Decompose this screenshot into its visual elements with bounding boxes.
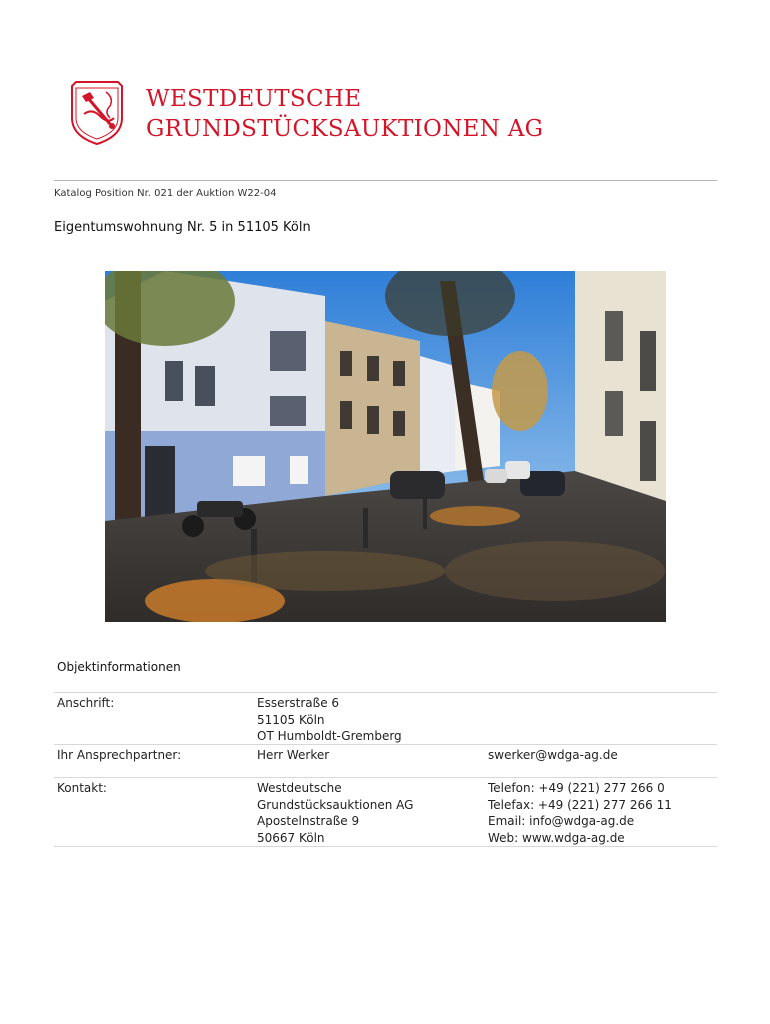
- company-line: 50667 Köln: [257, 830, 325, 845]
- contact-details: [488, 780, 672, 846]
- company-header: [66, 78, 706, 150]
- company-address: [257, 780, 413, 846]
- address-district: OT Humboldt-Gremberg: [257, 729, 402, 743]
- contact-person-label: Ihr Ansprechpartner:: [57, 748, 182, 762]
- contact-person-name: Herr Werker: [257, 748, 330, 762]
- property-photo: [105, 271, 666, 622]
- table-divider: [54, 692, 717, 693]
- company-line: Grundstücksauktionen AG: [257, 797, 414, 812]
- seal-hammer-icon: [66, 78, 128, 146]
- fax-number: Telefax: +49 (221) 277 266 11: [488, 797, 672, 812]
- company-line: Apostelnstraße 9: [257, 814, 360, 828]
- catalog-position: Katalog Position Nr. 021 der Auktion W22-04: [54, 188, 277, 199]
- address-label: Anschrift:: [57, 696, 115, 710]
- address-city: 51105 Köln: [257, 712, 325, 727]
- logo-line-2: GRUNDSTÜCKSAUKTIONEN AG: [146, 116, 544, 142]
- street-building-photo: [105, 271, 666, 622]
- phone-number[interactable]: Telefon: +49 (221) 277 266 0: [488, 781, 665, 795]
- logo-line-1: WESTDEUTSCHE: [146, 86, 362, 112]
- website-link[interactable]: Web: www.wdga-ag.de: [488, 830, 625, 845]
- company-line: Westdeutsche: [257, 781, 342, 795]
- header-divider: [54, 180, 717, 181]
- address-street: Esserstraße 6: [257, 696, 340, 710]
- contact-label: Kontakt:: [57, 781, 107, 795]
- contact-email[interactable]: Email: info@wdga-ag.de: [488, 814, 635, 828]
- contact-person-email[interactable]: swerker@wdga-ag.de: [488, 748, 618, 762]
- page-title: Eigentumswohnung Nr. 5 in 51105 Köln: [54, 220, 311, 235]
- table-divider: [54, 846, 717, 847]
- address-value: [257, 695, 402, 745]
- table-divider: [54, 777, 717, 778]
- section-title: Objektinformationen: [57, 660, 181, 674]
- company-logo-text: [146, 84, 543, 144]
